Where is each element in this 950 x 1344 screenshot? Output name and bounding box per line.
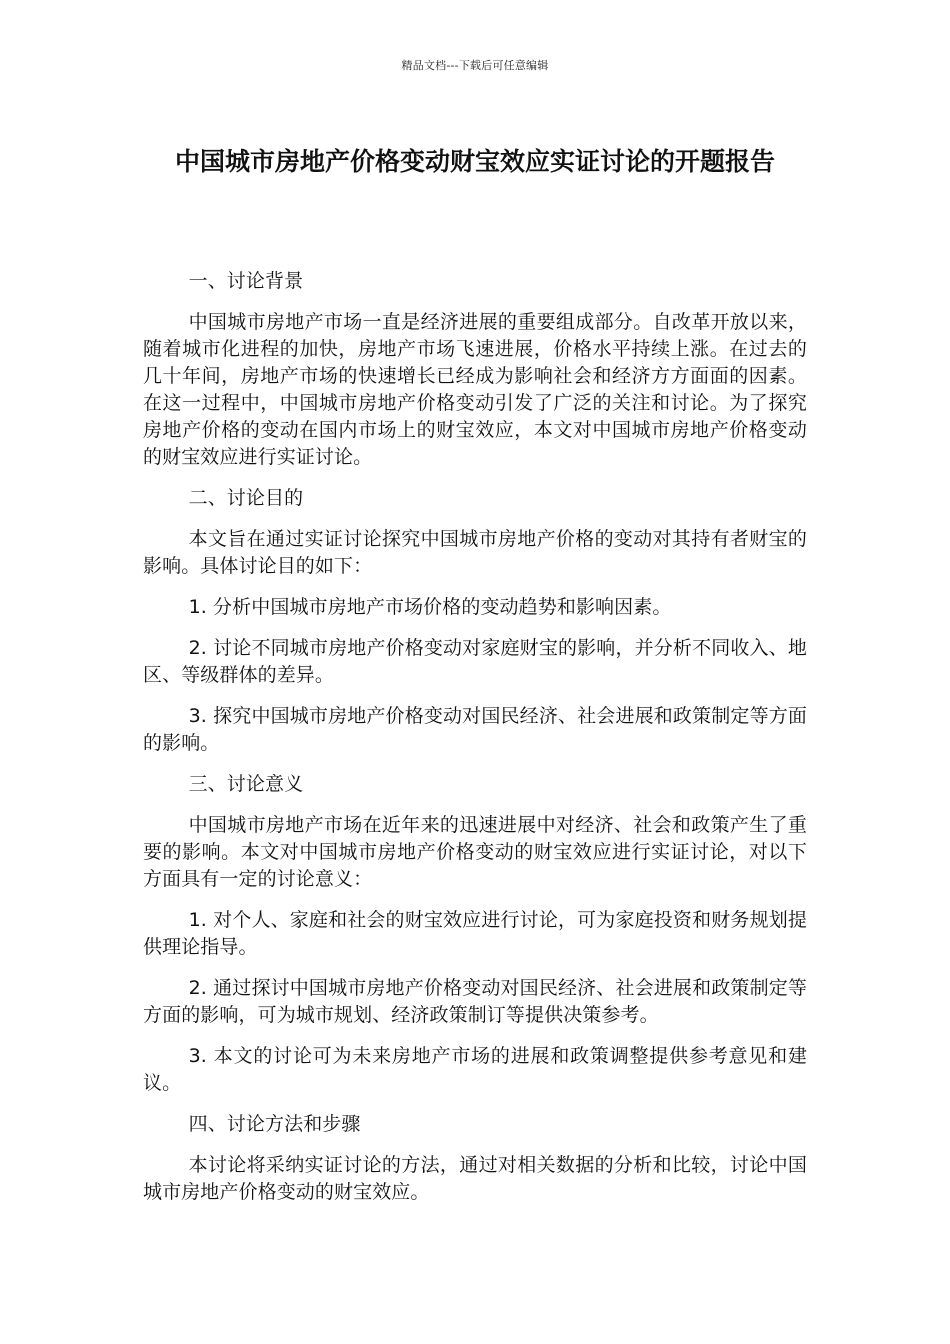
section-heading-methods: 四、讨论方法和步骤 — [188, 1113, 361, 1135]
document-title: 中国城市房地产价格变动财宝效应实证讨论的开题报告 — [174, 147, 775, 176]
document-body — [143, 268, 807, 1220]
page-header-note: 精品文档---下载后可任意编辑 — [401, 59, 549, 72]
list-item: 2. 讨论不同城市房地产价格变动对家庭财宝的影响，并分析不同收入、地区、等级群体的差异。 — [143, 637, 807, 686]
list-item: 2. 通过探讨中国城市房地产价格变动对国民经济、社会进展和政策制定等方面的影响，可为城市规划、经济政策制订等提供决策参考。 — [143, 977, 807, 1026]
list-item: 1. 分析中国城市房地产市场价格的变动趋势和影响因素。 — [188, 596, 672, 618]
paragraph: 本文旨在通过实证讨论探究中国城市房地产价格的变动对其持有者财宝的影响。具体讨论目的如下： — [143, 528, 807, 577]
section-heading-purpose: 二、讨论目的 — [188, 487, 304, 509]
paragraph: 中国城市房地产市场在近年来的迅速进展中对经济、社会和政策产生了重要的影响。本文对中国城市房地产价格变动的财宝效应进行实证讨论，对以下方面具有一定的讨论意义： — [143, 814, 807, 890]
paragraph: 中国城市房地产市场一直是经济进展的重要组成部分。自改革开放以来，随着城市化进程的加快，房地产市场飞速进展，价格水平持续上涨。在过去的几十年间，房地产市场的快速增长已经成为影响社会和经济方方面面的因素。在这一过程中，中国城市房地产价格变动引发了广泛的关注和讨论。为了探究房地产价格的变动在国内市场上的财宝效应，本文对中国城市房地产价格变动的财宝效应进行实证讨论。 — [143, 311, 807, 468]
paragraph: 本讨论将采纳实证讨论的方法，通过对相关数据的分析和比较，讨论中国城市房地产价格变动的财宝效应。 — [143, 1154, 807, 1203]
list-item: 3. 探究中国城市房地产价格变动对国民经济、社会进展和政策制定等方面的影响。 — [143, 705, 807, 754]
list-item: 3. 本文的讨论可为未来房地产市场的进展和政策调整提供参考意见和建议。 — [143, 1045, 807, 1094]
section-heading-background: 一、讨论背景 — [188, 270, 304, 292]
list-item: 1. 对个人、家庭和社会的财宝效应进行讨论，可为家庭投资和财务规划提供理论指导。 — [143, 909, 807, 958]
section-heading-significance: 三、讨论意义 — [188, 773, 304, 795]
